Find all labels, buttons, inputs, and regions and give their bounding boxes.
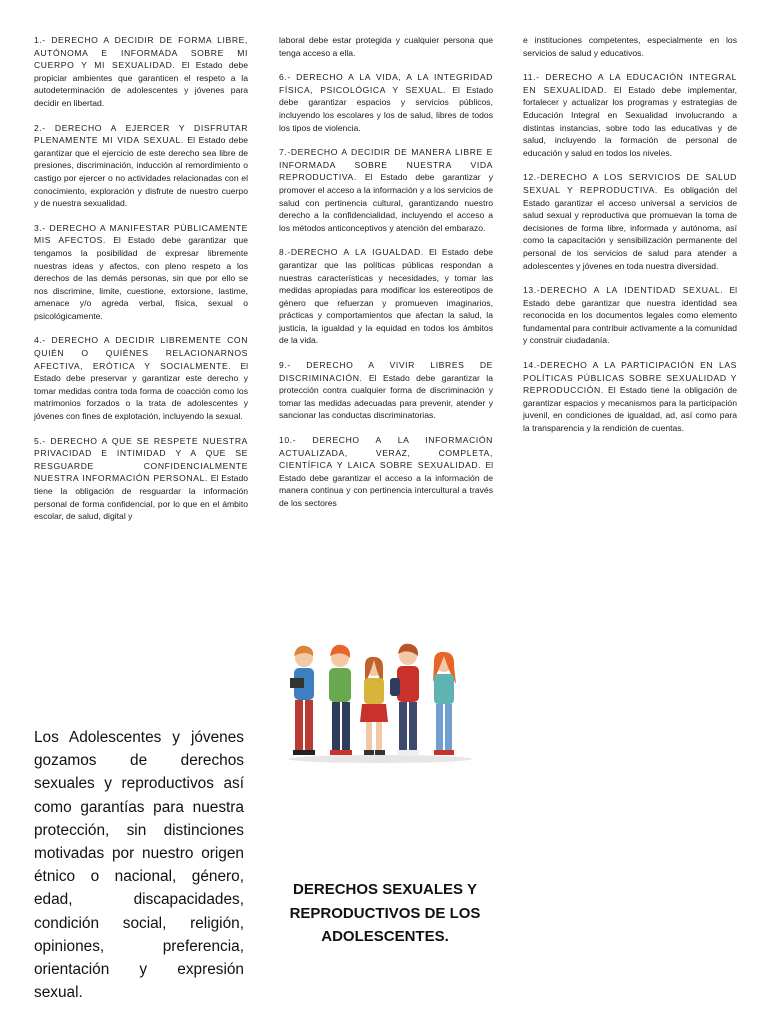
right-body: El Estado debe propiciar ambientes que garanticen el respeto a la autodeterminación de adolescentes y jóvenes para decidir en libertad. bbox=[34, 60, 248, 108]
cover-title: DERECHOS SEXUALES Y REPRODUCTIVOS DE LOS ADOLESCENTES. bbox=[289, 881, 481, 945]
right-body: El Estado debe garantizar que las políticas públicas respondan a nuestras características y necesidades, y tomar las medidas apropiadas para modificar los estereotipos de género que refuerzan y promueven imaginarios, prácticas y comportamientos que afectan la salud, la justicia, la igualdad y la equidad en todos los ámbitos de la vida. bbox=[279, 247, 493, 346]
right-paragraph bbox=[523, 71, 737, 159]
right-body: El Estado debe garantizar que el ejercicio de este derecho sea libre de presiones, discriminación, inducción al remordimiento o castigo por ejercer o no actividades relacionadas con el conocimiento, exploración y disfrute de nuestro cuerpo y de nuestra sexualidad. bbox=[34, 135, 248, 209]
right-heading: 5.- DERECHO A QUE SE RESPETE NUESTRA PRIVACIDAD E INTIMIDAD Y A QUE SE RESGUARDE CONFIDENCIALMENTE NUESTRA INFORMACIÓN PERSONAL. bbox=[34, 435, 248, 484]
right-paragraph bbox=[34, 222, 248, 323]
right-paragraph bbox=[34, 122, 248, 210]
right-paragraph bbox=[279, 246, 493, 347]
right-heading: 14.-DERECHO A LA PARTICIPACIÓN EN LAS POLÍTICAS PÚBLICAS SOBRE SEXUALIDAD Y REPRODUCCIÓN. bbox=[523, 360, 737, 396]
rights-column-3 bbox=[523, 34, 737, 447]
teen-figure-3 bbox=[360, 657, 388, 755]
right-heading: 8.-DERECHO A LA IGUALDAD. bbox=[279, 247, 424, 258]
teen-figure-2 bbox=[329, 645, 352, 755]
right-paragraph bbox=[279, 146, 493, 234]
right-body: El Estado debe preservar y garantizar este derecho y tomar medidas contra toda forma de coacción como los matrimonios forzados o la trata de adolescentes y jóvenes con fines de explotación, incluyendo la sexual. bbox=[34, 360, 249, 422]
teen-figure-1 bbox=[290, 646, 315, 755]
right-paragraph bbox=[279, 34, 493, 59]
right-body: El Estado debe garantizar la protección contra cualquier forma de discriminación y tomar las medidas adecuadas para prevenir, atender y sancionar las conductas discriminatorias. bbox=[279, 372, 493, 421]
right-heading: 1.- DERECHO A DECIDIR DE FORMA LIBRE, AUTÓNOMA E INFORMADA SOBRE MI CUERPO Y MI SEXUALIDAD. bbox=[34, 35, 248, 71]
right-heading: 4.- DERECHO A DECIDIR LIBREMENTE CON QUIÉN O QUIÉNES RELACIONARNOS AFECTIVA, ERÓTICA Y SOCIALMENTE. bbox=[34, 335, 248, 371]
right-body: El Estado debe garantizar y promover el acceso a la información y a los servicios de salud con pertinencia cultural, garantizando nuestro derecho a la confidencialidad, incluyendo el acceso a los métodos anticonceptivos y atención del embarazo. bbox=[279, 172, 493, 233]
right-body: El Estado tiene la obligación de resguardar la información personal de forma confidencial, por lo que en el ámbito escolar, de salud, digital y bbox=[34, 473, 248, 522]
teen-figure-5 bbox=[433, 652, 456, 755]
right-paragraph bbox=[34, 34, 248, 110]
right-paragraph bbox=[279, 359, 493, 422]
intro-paragraph: Los Adolescentes y jóvenes gozamos de derechos sexuales y reproductivos así como garantías para nuestra protección, sin distinciones motivadas por nuestro origen étnico o nacional, género, edad, discapacidades, condición social, religión, opiniones, preferencia, orientación y expresión sexual. bbox=[34, 729, 244, 1002]
right-heading: 9.- DERECHO A VIVIR LIBRES DE DISCRIMINACIÓN. bbox=[279, 360, 493, 383]
rights-column-1 bbox=[34, 34, 248, 535]
right-heading: 11.- DERECHO A LA EDUCACIÓN INTEGRAL EN SEXUALIDAD. bbox=[523, 72, 737, 95]
teenagers-illustration bbox=[282, 638, 478, 764]
right-body: Es obligación del Estado garantizar el acceso universal a servicios de salud sexual y reproductiva que promuevan la toma de decisiones de forma libre, informada y autónoma, así como la capacitación y sensibilización permanente del personal de los servicios de salud para atender a adolescentes y jóvenes en toda nuestra diversidad. bbox=[523, 184, 737, 271]
right-body: e instituciones competentes, especialmente en los servicios de salud y educativos. bbox=[523, 35, 737, 58]
right-body: El Estado debe garantizar el acceso a la información de manera continua y con pertinencia intercultural a través de los sectores bbox=[279, 460, 494, 508]
right-heading: 3.- DERECHO A MANIFESTAR PÚBLICAMENTE MIS AFECTOS. bbox=[34, 222, 248, 246]
right-paragraph bbox=[34, 435, 248, 523]
right-heading: 10.- DERECHO A LA INFORMACIÓN ACTUALIZADA, VERAZ, COMPLETA, CIENTÍFICA Y LAICA SOBRE SEXUALIDAD. bbox=[279, 435, 493, 471]
right-paragraph bbox=[523, 34, 737, 59]
right-heading: 12.-DERECHO A LOS SERVICIOS DE SALUD SEXUAL Y REPRODUCTIVA. bbox=[523, 172, 737, 195]
right-paragraph bbox=[523, 171, 737, 272]
right-heading: 2.- DERECHO A EJERCER Y DISFRUTAR PLENAMENTE MI VIDA SEXUAL. bbox=[34, 122, 248, 146]
right-body: El Estado tiene la obligación de garantizar espacios y mecanismos para la participación juvenil, en condiciones de igualdad, ad, así como para la transparencia y la rendición de cuentas. bbox=[523, 385, 737, 434]
right-heading: 7.-DERECHO A DECIDIR DE MANERA LIBRE E INFORMADA SOBRE NUESTRA VIDA REPRODUCTIVA. bbox=[279, 147, 493, 183]
right-paragraph bbox=[279, 434, 493, 510]
right-body: El Estado debe garantizar espacios y servicios públicos, incluyendo los escolares y los de salud, libres de todos los tipos de violencia. bbox=[279, 84, 494, 133]
ground-shadow bbox=[288, 755, 472, 763]
teen-figure-4 bbox=[390, 644, 419, 755]
right-paragraph bbox=[34, 334, 248, 422]
right-body: El Estado debe implementar, fortalecer y actualizar los programas y estrategias de Educación Integral en Sexualidad involucrando a distintas instancias, sobre todo las educativas y de salud, incluyendo la formación de personal de educación y salud en todos los niveles. bbox=[523, 84, 737, 158]
right-body: El Estado debe garantizar que nuestra identidad sea reconocida en los documentos legales como elemento fundamental para contribuir activamente a la comunidad y construir ciudadanía. bbox=[523, 285, 738, 346]
right-paragraph bbox=[279, 71, 493, 134]
right-heading: 6.- DERECHO A LA VIDA, A LA INTEGRIDAD FÍSICA, PSICOLÓGICA Y SEXUAL. bbox=[279, 72, 493, 95]
right-body: laboral debe estar protegida y cualquier persona que tenga acceso a ella. bbox=[279, 35, 493, 58]
right-body: El Estado debe garantizar que tengamos la posibilidad de expresar libremente nuestras ideas y afectos, con pleno respeto a los derechos de las demás personas, sin que por ello se nos discrimine, limite, cuestione, extorsione, lastime, amenace y/o agreda verbal, física, sexual o psicológicamente. bbox=[34, 235, 248, 321]
right-heading: 13.-DERECHO A LA IDENTIDAD SEXUAL. bbox=[523, 285, 724, 296]
right-paragraph bbox=[523, 359, 737, 435]
rights-column-2 bbox=[279, 34, 493, 522]
right-paragraph bbox=[523, 284, 737, 347]
